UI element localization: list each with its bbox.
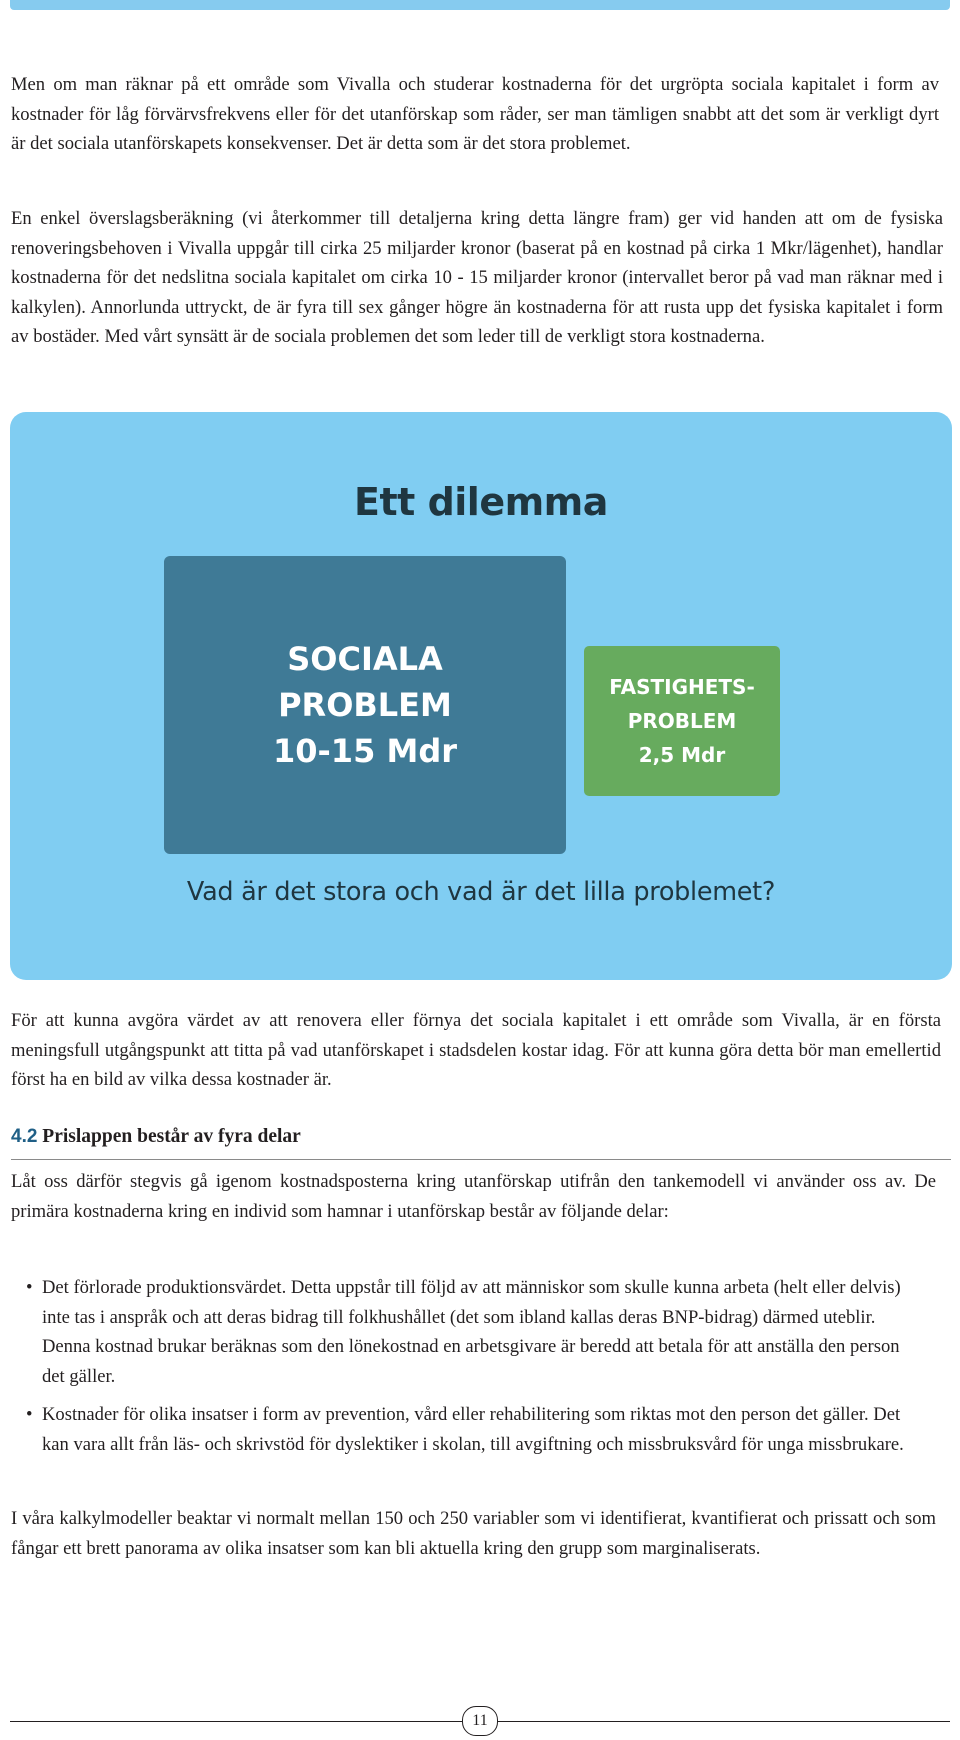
property-problem-amount: 2,5 Mdr — [638, 743, 726, 767]
dilemma-figure — [10, 412, 952, 980]
paragraph-intro: Men om man räknar på ett område som Vivalla och studerar kostnaderna för det urgröpta sociala kapitalet i form av kostnader för låg förvärvsfrekvens eller för det utanförskap som råder, ser man tämligen snabbt att det som är verkligt dyrt är det sociala utanförskapets konsekvenser. Det är detta som är det stora problemet. — [11, 74, 939, 154]
paragraph-estimate: En enkel överslagsberäkning (vi återkommer till detaljerna kring detta längre fram) ger vid handen att om de fysiska renoveringsbehoven i Vivalla uppgår till cirka 25 miljarder kronor (baserat på en kostnad på cirka 1 Mkr/lägenhet), handlar kostnaderna för det nedslitna sociala kapitalet om cirka 10 - 15 miljarder kronor (intervallet beror på vad man räknar med i kalkylen). Annorlunda uttryckt, de är fyra till sex gånger högre än kostnaderna för att rusta upp det fysiska kapitalet i form av bostäder. Med vårt synsätt är de sociala problemen det som leder till de verkligt stora kostnaderna. — [11, 208, 943, 347]
top-accent-bar — [10, 0, 950, 10]
property-problem-line-1: FASTIGHETS- — [609, 675, 755, 699]
social-problem-line-1: SOCIALA — [287, 640, 443, 678]
figure-question: Vad är det stora och vad är det lilla problemet? — [186, 877, 776, 907]
cost-components-list — [26, 1273, 906, 1468]
section-divider — [11, 1159, 951, 1160]
section-title: Prislappen består av fyra delar — [42, 1126, 301, 1147]
figure-title: Ett dilemma — [354, 480, 608, 524]
list-item-text: Kostnader för olika insatser i form av prevention, vård eller rehabilitering som riktas mot den person det gäller. Det kan vara allt från läs- och skrivstöd för dyslektiker i skolan, till avgiftning och missbruksvård för unga missbrukare. — [42, 1404, 904, 1455]
section-number: 4.2 — [11, 1126, 38, 1147]
paragraph-variables: I våra kalkylmodeller beaktar vi normalt mellan 150 och 250 variabler som vi identifierat, kvantifierat och prissatt och som fångar ett brett panorama av olika insatser som kan bli aktuella kring den grupp som marginaliserats. — [11, 1508, 936, 1559]
bullet-marker: • — [26, 1404, 33, 1425]
social-problem-amount: 10-15 Mdr — [272, 732, 457, 770]
property-problem-label — [609, 670, 755, 772]
social-problem-line-2: PROBLEM — [278, 686, 452, 724]
social-problem-label — [273, 636, 457, 774]
section-heading — [11, 1124, 951, 1150]
page-number: 11 — [462, 1706, 498, 1736]
property-problem-line-2: PROBLEM — [627, 709, 737, 733]
paragraph-cost-model: Låt oss därför stegvis gå igenom kostnadsposterna kring utanförskap utifrån den tankemodell vi använder oss av. De primära kostnaderna kring en individ som hamnar i utanförskap består av följande delar: — [11, 1171, 936, 1222]
list-item — [26, 1400, 906, 1459]
property-problem-box — [584, 646, 780, 796]
social-problem-box — [164, 556, 566, 854]
paragraph-valuation: För att kunna avgöra värdet av att renovera eller förnya det sociala kapitalet i ett område som Vivalla, är en första meningsfull utgångspunkt att titta på vad utanförskapet i stadsdelen kostar idag. För att kunna göra detta bör man emellertid först ha en bild av vilka dessa kostnader är. — [11, 1010, 941, 1090]
list-item — [26, 1273, 906, 1391]
bullet-marker: • — [26, 1277, 33, 1298]
list-item-text: Det förlorade produktionsvärdet. Detta uppstår till följd av att människor som skulle kunna arbeta (helt eller delvis) inte tas i anspråk och att deras bidrag till folkhushållet (det som ibland kallas deras BNP-bidrag) därmed uteblir. Denna kostnad brukar beräknas som den lönekostnad en arbetsgivare är beredd att betala för att anställa den person det gäller. — [42, 1277, 901, 1387]
